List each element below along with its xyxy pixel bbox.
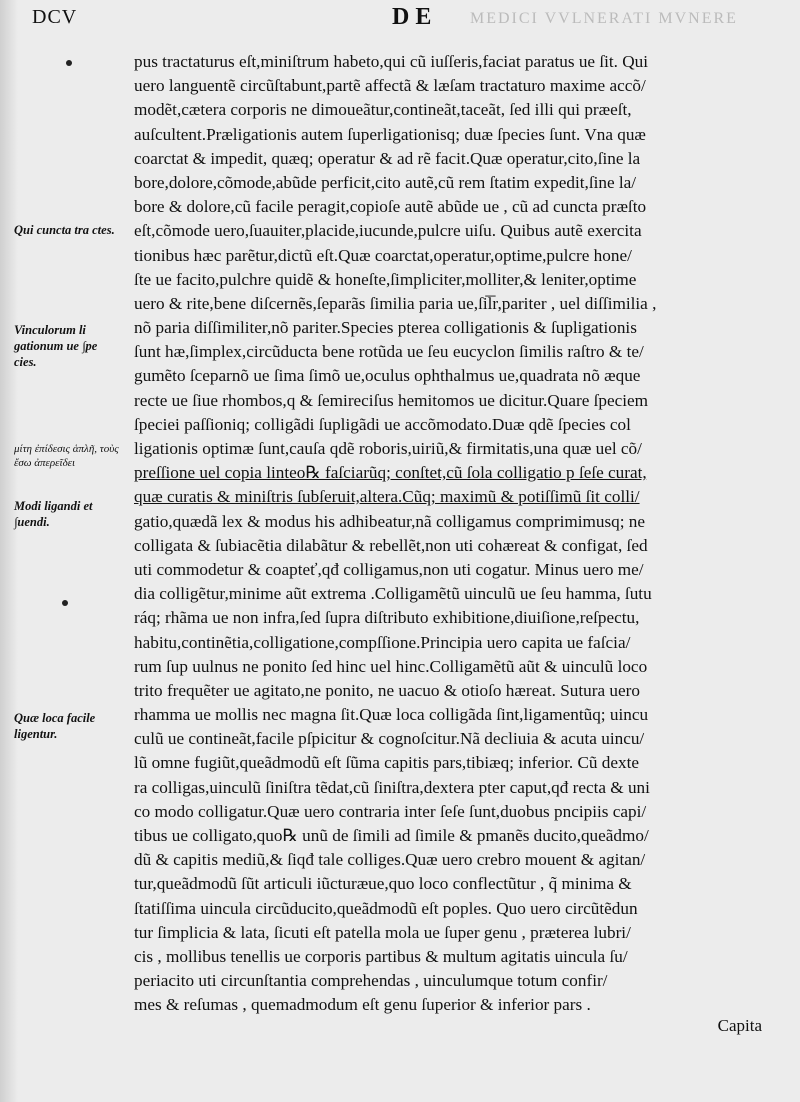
text-line: co modo colligatur.Quæ uero contraria inter ſeſe ſunt,duobus pncipiis capi/ xyxy=(134,801,647,821)
text-line: recte ue ſiue rhombos,q & ſemireciſus hemitomos ue dicitur.Quare ſpeciem xyxy=(134,390,649,410)
text-line: dia colligẽtur,minime aũt extrema .Colligamẽtũ uinculũ ue ſeu hamma, ſutu xyxy=(134,584,652,604)
text-line: tionibus hæc parẽtur,dictũ eſt.Quæ coarctat,operatur,optime,pulcre hone/ xyxy=(134,245,632,265)
catchword: Capita xyxy=(717,1016,762,1035)
text-line: ligationis optimæ ſunt,cauſa qdẽ roboris,uiriũ,& firmitatis,una quæ uel cõ/ xyxy=(134,439,642,458)
text-line: tibus ue colligato,quo℞ unũ de ſimili ad ſimile & pmanẽs ducito,queãdmo/ xyxy=(134,826,649,845)
text-line: uero languentẽ circũſtabunt,partẽ affectã & læſam tractaturo maxime accõ/ xyxy=(134,76,646,96)
margin-bullet xyxy=(62,600,68,606)
text-line: pus tractaturus eſt,miniſtrum habeto,qui cũ iuſſeris,faciat paratus ue ſit. Qui xyxy=(134,52,649,71)
text-line: uero & rite,bene diſcernẽs,ſeparãs ſimilia paria ue,ſi͞lr,pariter , uel diſſimilia , xyxy=(134,293,657,313)
text-line: auſcultent.Præligationis autem ſuperligationisq; duæ ſpecies ſunt. Vna quæ xyxy=(134,124,646,144)
text-line: ſtatiſſima uincula circũducito,queãdmodũ eſt poples. Quo uero circũtẽdun xyxy=(134,898,638,918)
page-gutter-shadow xyxy=(0,0,18,1102)
text-line: uti commodetur & coapteť,qđ colligamus,non uti cogatur. Minus uero me/ xyxy=(134,559,644,579)
text-line: ſunt hæ,ſimplex,circũducta bene rotũda ue ſeu eucyclon ſimilis raſtro & te/ xyxy=(134,342,644,362)
section-letter: D E xyxy=(392,4,432,30)
margin-note-cuncta: Qui cuncta tra ctes. xyxy=(14,223,115,237)
text-line: gatio,quædã lex & modus his adhibeatur,nã colligamus comprimimusq; ne xyxy=(134,511,646,531)
text-line: lũ omne fugiũt,queãdmodũ eſt ſũma capitis pars,tibiæq; inferior. Cũ dexte xyxy=(134,753,640,773)
text-line: rum ſup uulnus ne ponito ſed hinc uel hinc.Colligamẽtũ aũt & uinculũ loco xyxy=(134,656,648,676)
margin-note-loca: Quæ loca facile ligentur. xyxy=(14,711,96,741)
text-line: bore,dolore,cõmode,abũde perficit,cito autẽ,cũ rem ſtatim expedit,ſine la/ xyxy=(134,172,637,192)
text-line: colligata & ſubiacẽtia dilabãtur & rebellẽt,non uti cohæreat & configat, ſed xyxy=(134,535,648,555)
text-line: ſte ue facito,pulchre quidẽ & honeſte,ſimpliciter,molliter,& leniter,optime xyxy=(134,269,637,289)
text-line: tur ſimplicia & lata, ſicuti eſt patella mola ue ſuper genu , præterea lubri/ xyxy=(134,922,631,942)
folio-number: DCV xyxy=(32,6,78,28)
text-line-underlined: quæ curatis & miniſtris ſubſeruit,altera.Cũq; maximũ & potiſſimũ ſit colli/ xyxy=(134,487,640,507)
text-line: tur,queãdmodũ ſũt articuli iũcturæue,quo loco conflectũtur , q̃ minima & xyxy=(134,874,632,894)
text-line: periacito uti circunſtantia comprehendas , uinculumque totum confir/ xyxy=(134,971,608,991)
text-line: ſpeciei paſſioniq; colligãdi ſupligãdi ue accõmodato.Duæ qdẽ ſpecies col xyxy=(134,414,631,434)
main-text-block xyxy=(134,50,774,1018)
bleed-through-title: MEDICI VVLNERATI MVNERE xyxy=(470,10,738,27)
margin-note-vinculorum: Vinculorum li gationum ue ∫pe cies. xyxy=(14,323,98,369)
text-line: gumẽto ſceparnõ ue ſima ſimõ ue,oculus ophthalmus ue,quadrata nõ æque xyxy=(134,366,641,386)
text-line: coarctat & impedit, quæq; operatur & ad rẽ facit.Quæ operatur,cito,ſine la xyxy=(134,148,641,168)
text-line: mes & reſumas , quemadmodum eſt genu ſuperior & inferior pars . xyxy=(134,995,591,1015)
text-line: habitu,continẽtia,colligatione,compſſione.Principia uero capita ue faſcia/ xyxy=(134,632,631,652)
margin-note-greek-handwritten: μίτη ἐπίδεσις ἁπλῆ, τοὺς ἔσω ἀπερεῖδει xyxy=(14,443,119,469)
text-line: eſt,cõmode uero,ſuauiter,placide,iucunde,pulcre uiſu. Quibus autẽ exercita xyxy=(134,221,642,241)
text-line: culũ ue contineãt,facile pſpicitur & cognoſcitur.Nã decliuia & acuta uincu/ xyxy=(134,729,645,749)
text-line: nõ paria diſſimiliter,nõ pariter.Species pterea colligationis & ſupligationis xyxy=(134,318,637,338)
text-line: modẽt,cætera corporis ne dimoueãtur,contineãt,taceãt, ſed illi qui præeſt, xyxy=(134,100,632,120)
text-line: bore & dolore,cũ facile peragit,copioſe autẽ abũde ue , cũ ad cuncta præſto xyxy=(134,197,647,217)
text-line: ráq; rhãma ue non infra,ſed ſupra diſtributo exhibitione,diuiſione,reſpectu, xyxy=(134,608,640,628)
text-line-underlined: preſſione uel copia linteo℞ faſciarũq; conſtet,cũ ſola colligatio p ſeſe curat, xyxy=(134,463,647,483)
margin-note-modi: Modi ligandi et ∫uendi. xyxy=(14,499,93,529)
text-line: trito frequẽter ue agitato,ne ponito, ne uacuo & otioſo hæreat. Sutura uero xyxy=(134,680,640,700)
text-line: dũ & capitis mediũ,& ſiqđ tale colliges.Quæ uero crebro mouent & agitan/ xyxy=(134,850,646,870)
text-line: cis , mollibus tenellis ue corporis partibus & multum agitatis uincula ſu/ xyxy=(134,946,628,966)
text-line: ra colligas,uinculũ ſiniſtra tẽdat,cũ ſiniſtra,dextera pter caput,qđ recta & uni xyxy=(134,777,650,797)
text-line: rhamma ue mollis nec magna ſit.Quæ loca colligãda ſint,ligamentũq; uincu xyxy=(134,705,649,725)
running-head xyxy=(0,4,800,34)
margin-bullet xyxy=(66,60,72,66)
